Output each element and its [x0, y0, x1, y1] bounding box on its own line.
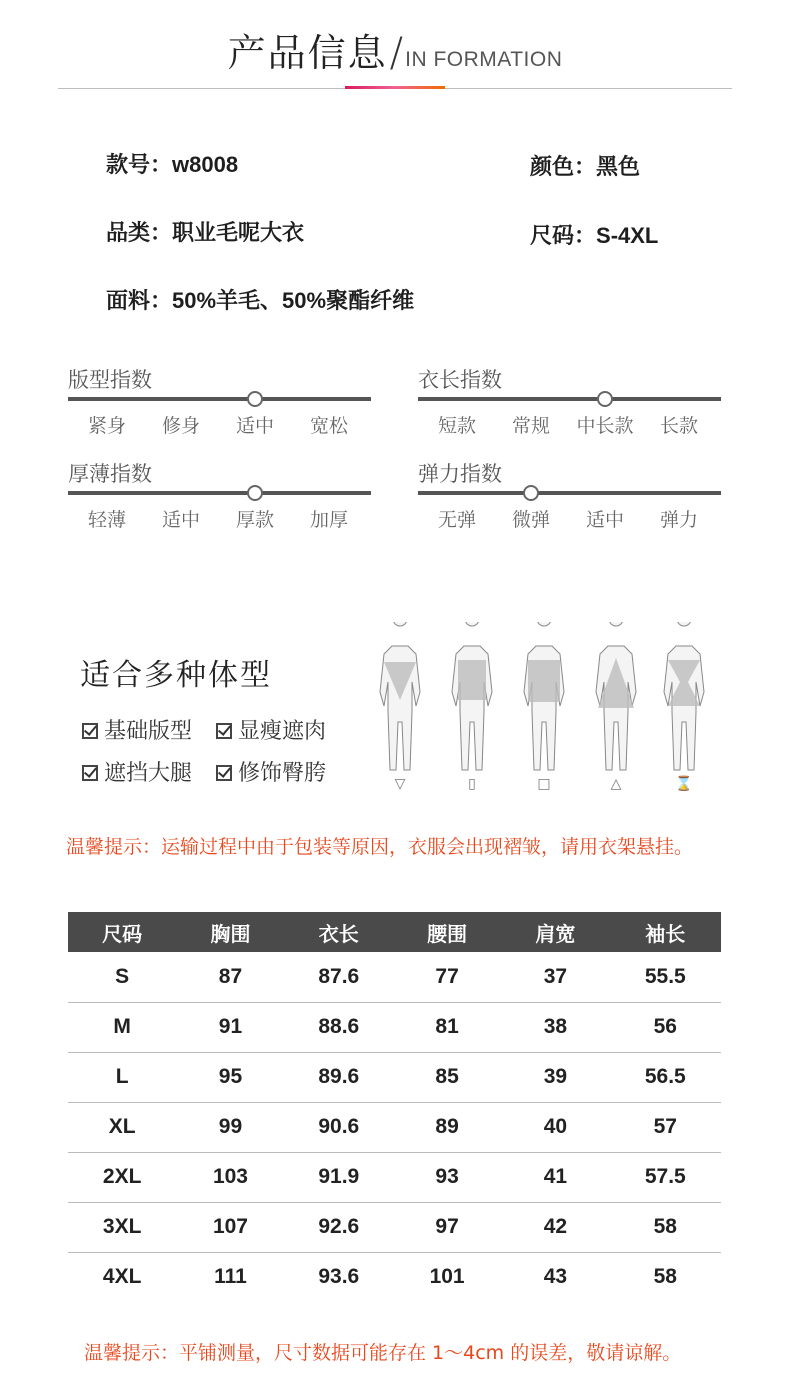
index-option: 修身 [161, 415, 200, 437]
table-cell: 43 [543, 1265, 568, 1289]
index-option: 中长款 [576, 415, 634, 437]
body-figure-icon [374, 622, 426, 772]
index-option: 长款 [659, 415, 698, 437]
table-cell: 87.6 [285, 952, 393, 1002]
table-cell: 57 [610, 1102, 721, 1152]
table-row [68, 952, 721, 1002]
feature-3 [82, 756, 192, 787]
index-knob [523, 485, 539, 501]
column-header: 尺码 [68, 912, 176, 952]
table-cell: 95 [176, 1052, 284, 1102]
table-cell: 56.5 [610, 1052, 721, 1102]
table-cell: 91 [176, 1002, 284, 1052]
table-row [68, 1102, 721, 1152]
info-color [530, 150, 640, 181]
feature-2 [216, 714, 326, 745]
index-option: 适中 [235, 415, 274, 437]
table-cell: 58 [653, 1265, 677, 1289]
index-track [68, 491, 371, 495]
table-cell: 85 [393, 1052, 501, 1102]
table-cell: 90.6 [285, 1102, 393, 1152]
column-header: 衣长 [285, 912, 393, 952]
style-no-value: w8008 [172, 152, 239, 177]
table-cell: 56 [610, 1002, 721, 1052]
table-row [68, 1152, 721, 1202]
figure-symbol: □ [537, 776, 551, 792]
table-cell: XL [68, 1102, 176, 1152]
index-option: 微弹 [511, 509, 550, 531]
index-option: 无弹 [437, 509, 476, 531]
table-cell: 91.9 [285, 1152, 393, 1202]
index-option: 短款 [437, 415, 476, 437]
feature-4 [216, 756, 326, 787]
body-figure-icon [518, 622, 570, 772]
table-cell: 38 [501, 1002, 609, 1052]
table-cell: 4XL [102, 1265, 142, 1289]
feature-1 [82, 714, 192, 745]
index-title: 版型指数 [68, 368, 152, 392]
table-cell: M [68, 1002, 176, 1052]
table-cell: S [68, 952, 176, 1002]
info-material [106, 284, 414, 315]
index-title: 弹力指数 [418, 462, 502, 486]
size-label: 尺码： [530, 224, 597, 249]
table-cell: 41 [501, 1152, 609, 1202]
header-title-en: IN FORMATION [405, 48, 563, 71]
header-accent-bar [345, 86, 445, 89]
table-row [68, 1202, 721, 1252]
header-title-cn: 产品信息 [227, 31, 388, 75]
size-table-header [68, 912, 721, 952]
table-cell: 107 [176, 1202, 284, 1252]
table-cell: 55.5 [610, 952, 721, 1002]
body-figure-icon [590, 622, 642, 772]
info-category [106, 216, 304, 247]
size-table [68, 912, 721, 1302]
checkbox-icon [82, 723, 98, 739]
table-cell: 99 [176, 1102, 284, 1152]
feature-label: 遮挡大腿 [104, 761, 193, 786]
table-cell: 81 [393, 1002, 501, 1052]
category-label: 品类： [106, 221, 173, 246]
table-cell: 93.6 [318, 1265, 360, 1289]
table-cell: 58 [610, 1202, 721, 1252]
index-option: 常规 [511, 415, 550, 437]
index-knob [597, 391, 613, 407]
table-cell: 88.6 [285, 1002, 393, 1052]
info-style-no [106, 148, 238, 179]
table-cell: 101 [429, 1265, 465, 1289]
index-option: 宽松 [309, 415, 348, 437]
index-title: 厚薄指数 [68, 462, 152, 486]
index-track [418, 397, 721, 401]
table-cell: 87 [176, 952, 284, 1002]
shipping-tip: 温馨提示：运输过程中由于包装等原因，衣服会出现褶皱，请用衣架悬挂。 [66, 836, 694, 858]
material-value: 50%羊毛、50%聚酯纤维 [172, 288, 415, 313]
index-option: 厚款 [235, 509, 274, 531]
measurement-tip: 温馨提示：平铺测量，尺寸数据可能存在 1～4cm 的误差，敬请谅解。 [84, 1342, 682, 1364]
material-label: 面料： [106, 289, 173, 314]
color-label: 颜色： [530, 155, 597, 180]
index-title: 衣长指数 [418, 368, 502, 392]
fit-index [68, 364, 371, 444]
column-header: 腰围 [393, 912, 501, 952]
style-no-label: 款号： [106, 153, 173, 178]
index-option: 弹力 [659, 509, 698, 531]
column-header: 胸围 [176, 912, 284, 952]
category-value: 职业毛呢大衣 [172, 220, 305, 245]
table-cell: 3XL [68, 1202, 176, 1252]
checkbox-icon [82, 765, 98, 781]
elasticity-index [418, 458, 721, 538]
table-cell: 111 [214, 1265, 247, 1289]
index-option: 适中 [161, 509, 200, 531]
table-cell: 89 [393, 1102, 501, 1152]
table-row [68, 1002, 721, 1052]
size-value: S-4XL [596, 223, 659, 248]
index-option: 加厚 [309, 509, 348, 531]
table-cell: 103 [176, 1152, 284, 1202]
figure-symbol: ⌛ [675, 776, 693, 792]
body-figure-icon [446, 622, 498, 772]
thickness-index [68, 458, 371, 538]
color-value: 黑色 [596, 154, 641, 179]
figure-symbol: △ [610, 776, 622, 792]
checkbox-icon [216, 765, 232, 781]
column-header: 肩宽 [501, 912, 609, 952]
header-slash: / [389, 30, 404, 76]
figure-symbol: ▯ [468, 776, 476, 792]
table-cell: 77 [393, 952, 501, 1002]
table-cell: L [68, 1052, 176, 1102]
table-cell: 89.6 [285, 1052, 393, 1102]
table-cell: 40 [501, 1102, 609, 1152]
body-shape-title: 适合多种体型 [80, 658, 272, 693]
table-row [68, 1052, 721, 1102]
body-figures [374, 622, 714, 802]
body-figure-icon [658, 622, 710, 772]
table-cell: 42 [501, 1202, 609, 1252]
info-size [530, 219, 658, 250]
table-cell: 97 [393, 1202, 501, 1252]
table-cell: 37 [501, 952, 609, 1002]
index-knob [247, 391, 263, 407]
column-header: 袖长 [610, 912, 721, 952]
table-cell: 2XL [68, 1152, 176, 1202]
index-knob [247, 485, 263, 501]
index-option: 适中 [585, 509, 624, 531]
table-cell: 93 [393, 1152, 501, 1202]
index-track [68, 397, 371, 401]
checkbox-icon [216, 723, 232, 739]
feature-label: 显瘦遮肉 [238, 719, 327, 744]
index-track [418, 491, 721, 495]
table-row [68, 1252, 721, 1302]
table-cell: 57.5 [610, 1152, 721, 1202]
index-option: 轻薄 [87, 509, 126, 531]
page-header [0, 22, 790, 77]
table-cell: 39 [501, 1052, 609, 1102]
feature-label: 修饰臀胯 [238, 761, 327, 786]
table-cell: 92.6 [285, 1202, 393, 1252]
feature-label: 基础版型 [104, 719, 193, 744]
figure-symbol: ▽ [394, 776, 406, 792]
index-option: 紧身 [87, 415, 126, 437]
length-index [418, 364, 721, 444]
